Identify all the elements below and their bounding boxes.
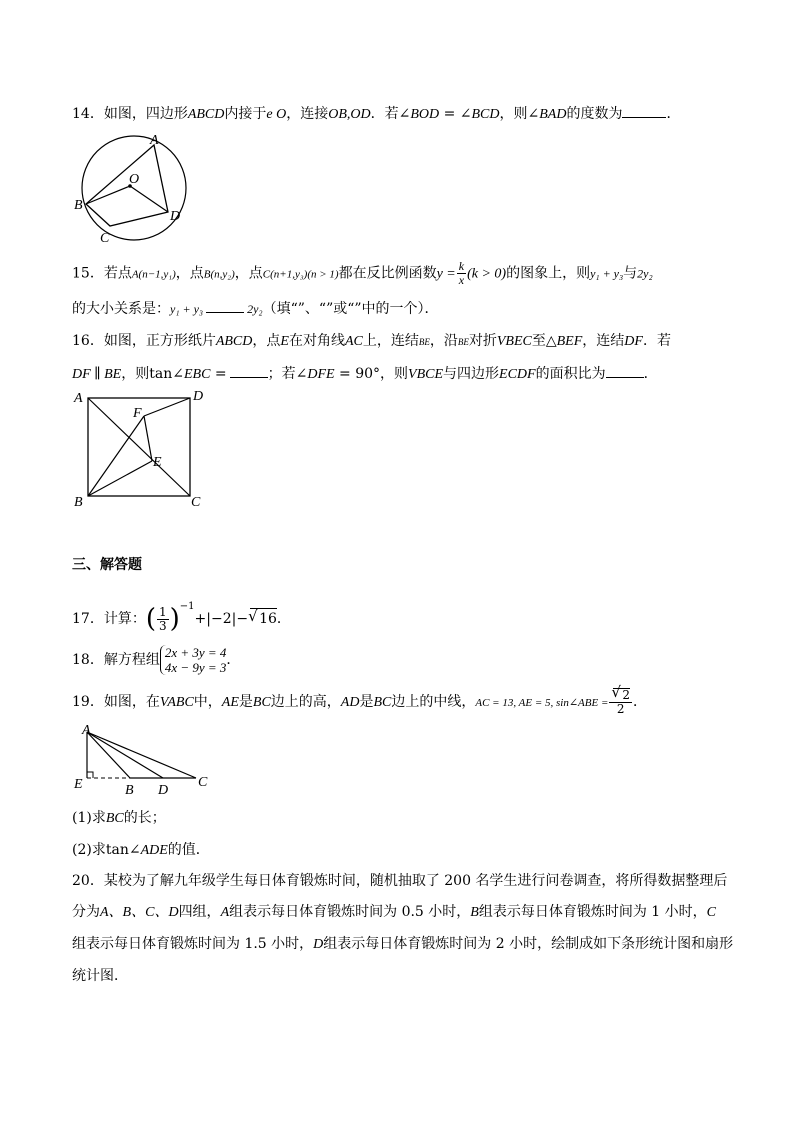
q15-line2: 的大小关系是：y₁ + y₃ 2y₂（填“”、“”或“”中的一个）． xyxy=(72,298,439,319)
q19-figure xyxy=(72,722,222,798)
q14-figure xyxy=(72,130,192,248)
q20-line2: 分为A、B、C、D四组，A组表示每日体育锻炼时间为 0.5 小时，B组表示每日体育锻炼时间为 1 小时，C xyxy=(72,904,717,920)
label-B: B xyxy=(74,198,83,213)
label-D: D xyxy=(170,209,181,224)
q19-sub2: (2)求tan∠ADE的值． xyxy=(72,842,210,858)
answer-blank[interactable] xyxy=(206,298,244,313)
label-A: A xyxy=(82,723,91,738)
label-E: E xyxy=(153,455,162,470)
answer-blank[interactable] xyxy=(622,103,666,118)
label-B: B xyxy=(125,783,134,798)
answer-blank[interactable] xyxy=(606,363,644,378)
q19-line: 19．如图，在VABC中，AE是BC边上的高，AD是BC边上的中线，AC = 13, AE = 5, sin∠ABE = √ $\frac{2}{2}$ ． xyxy=(72,688,647,716)
q16-line1: 16．如图，正方形纸片ABCD，点E在对角线AC上，连结BE，沿BE对折VBEC至△BEF，连结DF．若 xyxy=(72,333,671,349)
q17-line: 17．计算：( $\frac{1}{3}$ )$^{-1}$+|−2|−√ 16． xyxy=(72,597,291,633)
q16-figure xyxy=(70,386,210,510)
label-C: C xyxy=(100,231,110,246)
q20-line1: 20．某校为了解九年级学生每日体育锻炼时间，随机抽取了 200 名学生进行问卷调查，将所得数据整理后 xyxy=(72,873,728,889)
label-D: D xyxy=(158,783,169,798)
label-B: B xyxy=(74,495,83,510)
q18-line: 18．解方程组 2x + 3y = 4 4x − 9y = 3 ． xyxy=(72,645,241,675)
label-D: D xyxy=(193,389,204,404)
q16-line2: DF ∥ BE，则tan∠EBC = ；若∠DFE = 90°，则VBCE与四边形ECDF的面积比为 ． xyxy=(72,363,658,385)
label-F: F xyxy=(133,406,142,421)
label-A: A xyxy=(74,391,83,406)
q15-line1: 15．若点A(n−1,y₁)，点B(n,y₂)，点C(n+1,y₃)(n > 1)都在反比例函数y = $\frac{k}{x}$ (k > 0)的图象上，则y₁ + y₃与2y₂ xyxy=(72,259,653,287)
label-O: O xyxy=(129,172,140,187)
section-heading: 三、解答题 xyxy=(72,557,142,573)
q14-line: 14．如图，四边形ABCD内接于e O，连接OB,OD．若∠BOD = ∠BCD，则∠BAD的度数为 ． xyxy=(72,103,680,125)
label-A: A xyxy=(150,133,159,148)
answer-blank[interactable] xyxy=(230,363,268,378)
label-C: C xyxy=(198,775,208,790)
label-C: C xyxy=(191,495,201,510)
label-E: E xyxy=(74,777,83,792)
q20-line3: 组表示每日体育锻炼时间为 1.5 小时，D组表示每日体育锻炼时间为 2 小时，绘制成如下条形统计图和扇形 xyxy=(72,936,734,952)
q19-sub1: (1)求BC的长； xyxy=(72,810,166,826)
q20-line4: 统计图． xyxy=(72,968,128,984)
